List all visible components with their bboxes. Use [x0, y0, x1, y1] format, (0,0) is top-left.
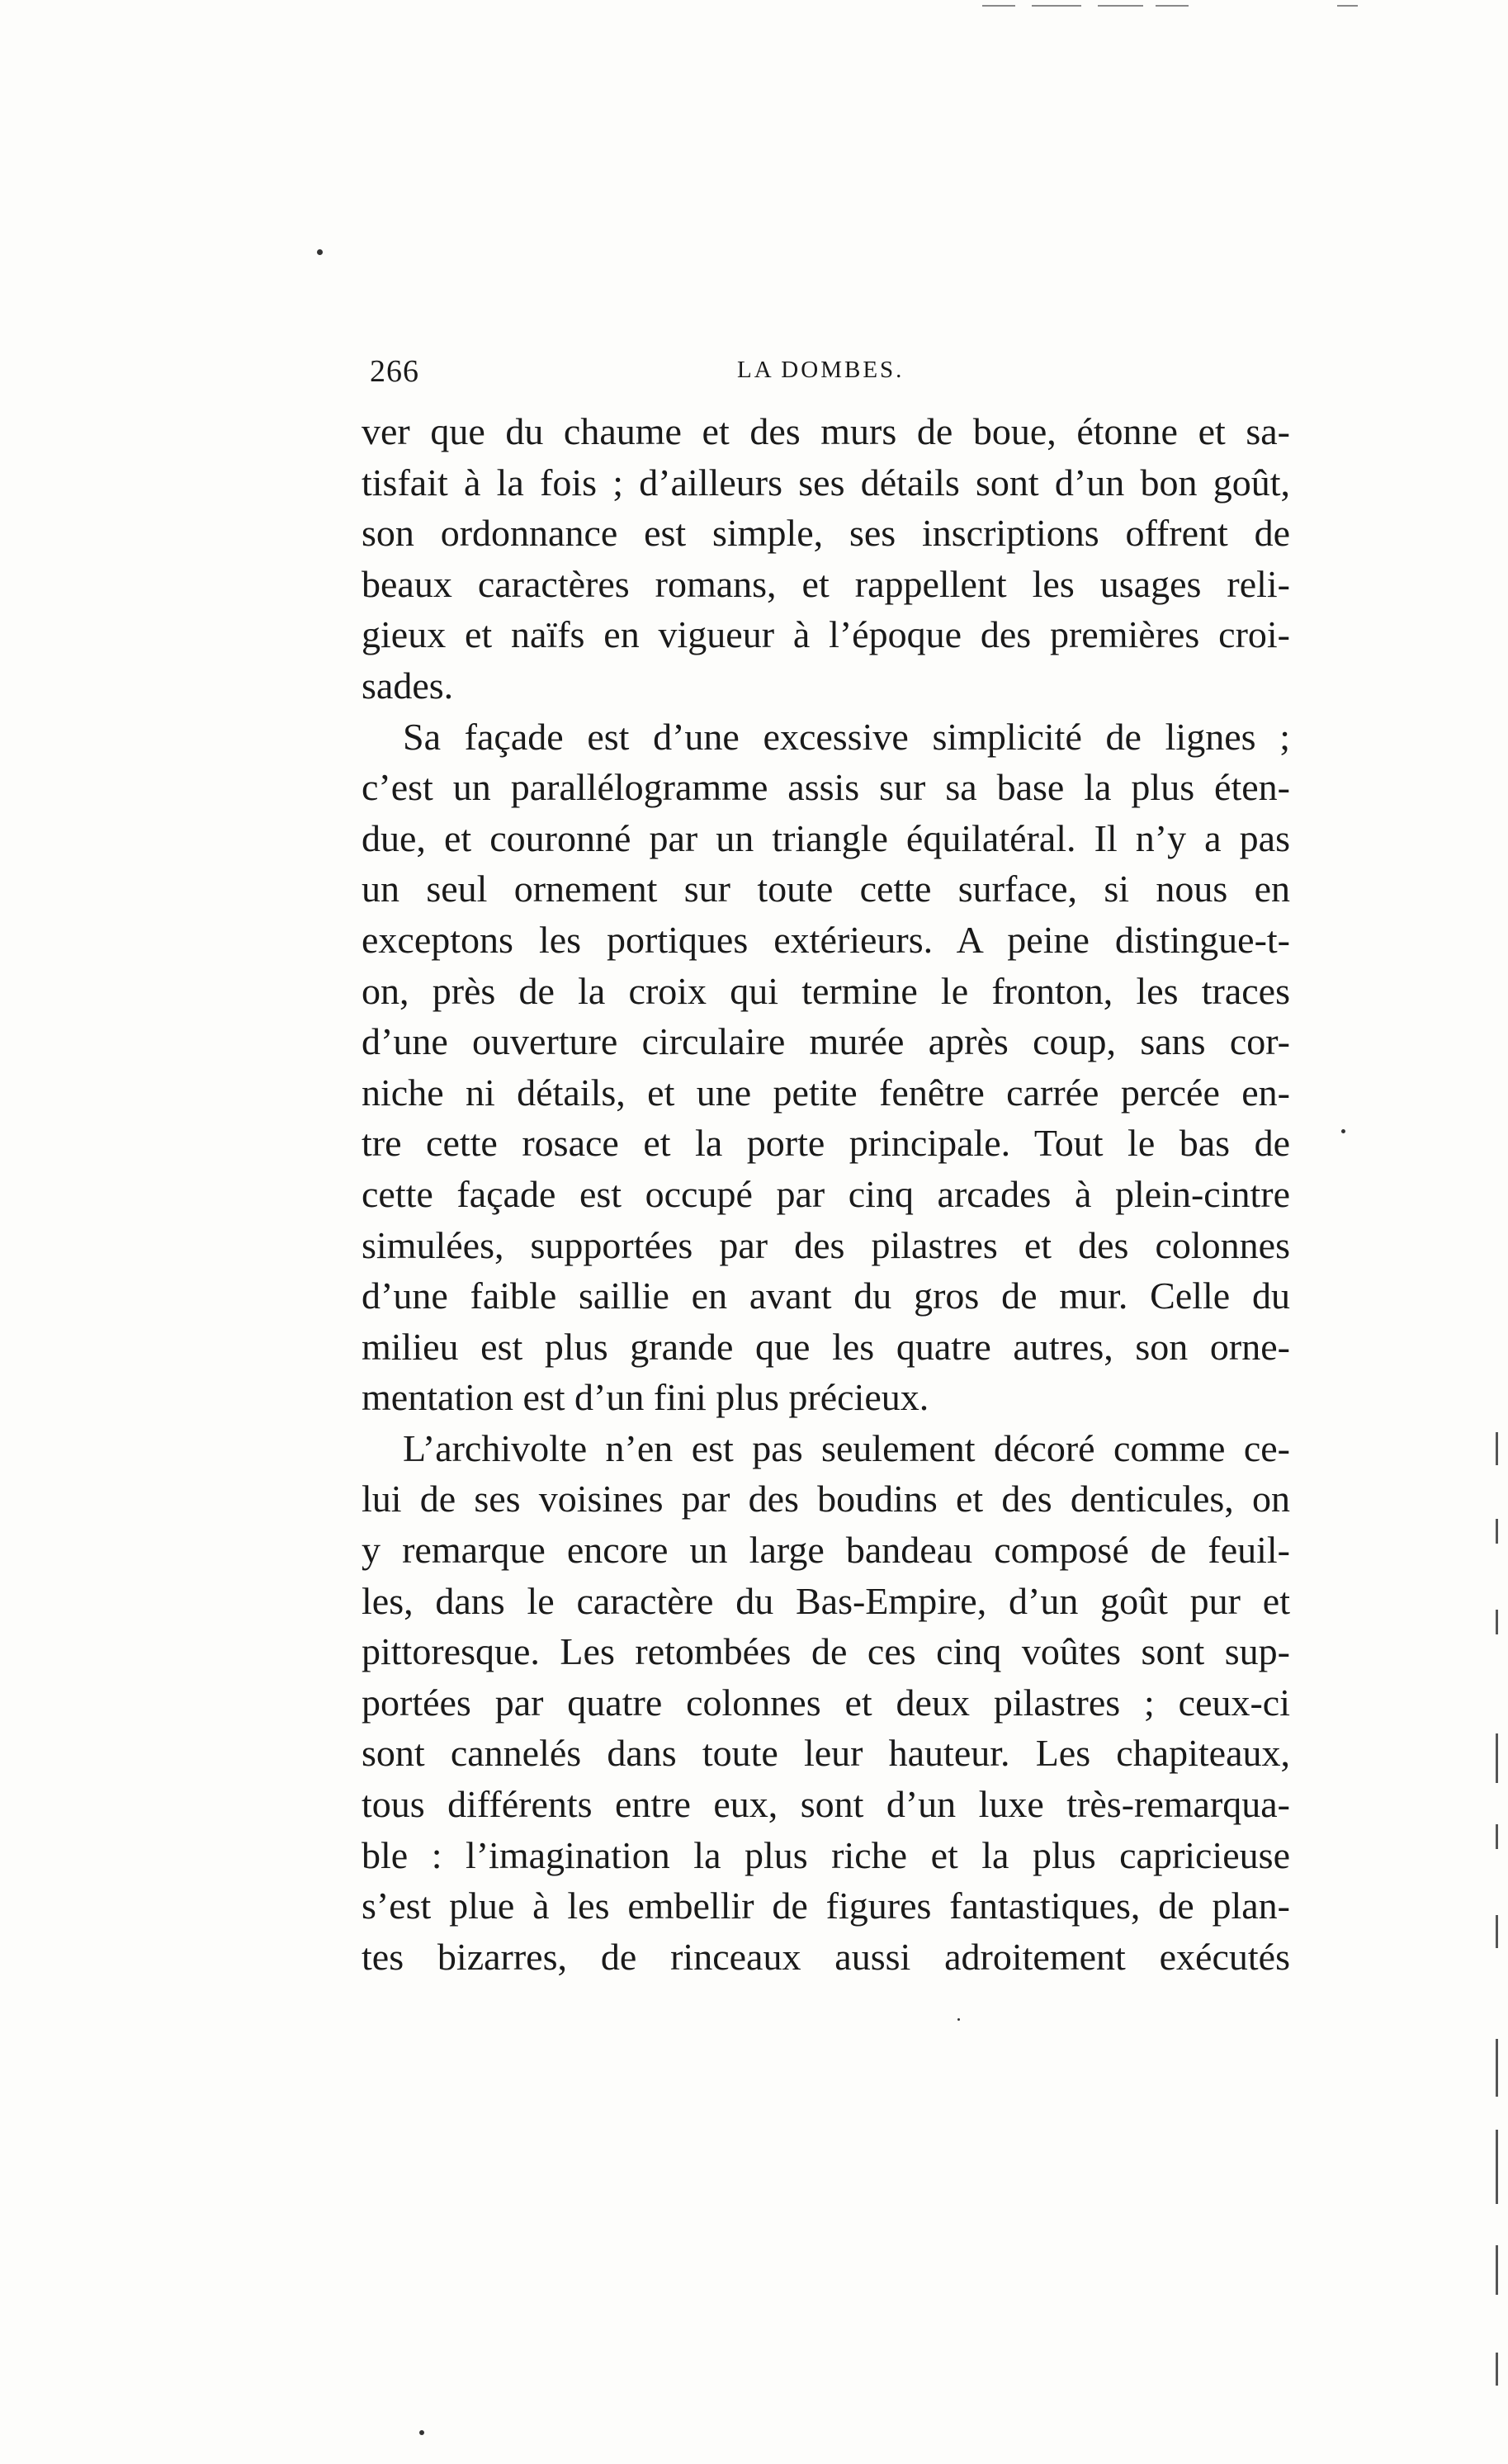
scan-speck [1341, 1129, 1345, 1133]
text-line: gieux et naïfs en vigueur à l’époque des premières croi- [362, 613, 1290, 656]
text-line: son ordonnance est simple, ses inscriptions offrent de [362, 512, 1290, 555]
scan-margin-mark [1496, 1733, 1498, 1783]
scan-margin-mark [1496, 1519, 1498, 1544]
paragraph [362, 1423, 1290, 1983]
running-title: LA DOMBES. [737, 357, 905, 383]
text-line: c’est un parallélogramme assis sur sa base la plus éten- [362, 766, 1290, 809]
text-line: tre cette rosace et la porte principale. Tout le bas de [362, 1122, 1290, 1165]
scan-edge-mark [1156, 5, 1189, 7]
text-line: simulées, supportées par des pilastres et des colonnes [362, 1223, 1290, 1266]
text-line: due, et couronné par un triangle équilatéral. Il n’y a pas [362, 816, 1290, 859]
scan-speck [419, 2430, 424, 2435]
text-line: les, dans le caractère du Bas-Empire, d’un goût pur et [362, 1579, 1290, 1622]
text-line: ble : l’imagination la plus riche et la plus capricieuse [362, 1833, 1290, 1876]
text-line: portées par quatre colonnes et deux pilastres ; ceux-ci [362, 1681, 1290, 1724]
paragraph [362, 406, 1290, 712]
text-line: lui de ses voisines par des boudins et des denticules, on [362, 1478, 1290, 1520]
text-line: d’une ouverture circulaire murée après coup, sans cor- [362, 1020, 1290, 1063]
text-line: s’est plue à les embellir de figures fantastiques, de plan- [362, 1885, 1290, 1927]
text-line: sades. [362, 664, 454, 707]
text-line: un seul ornement sur toute cette surface, si nous en [362, 868, 1290, 910]
scan-margin-mark [1496, 2245, 1498, 2295]
running-header [370, 353, 1286, 395]
scan-speck [317, 249, 323, 255]
text-line: ver que du chaume et des murs de boue, étonne et sa- [362, 410, 1290, 452]
text-line: tous différents entre eux, sont d’un luxe très-remarqua- [362, 1783, 1290, 1826]
scan-margin-mark [1496, 1432, 1498, 1465]
scan-edge-mark [1337, 5, 1358, 7]
scan-edge-mark [1032, 5, 1081, 7]
scan-margin-mark [1496, 1824, 1498, 1849]
scan-edge-mark [1098, 5, 1143, 7]
text-line: on, près de la croix qui termine le fronton, les traces [362, 969, 1290, 1012]
scan-margin-mark [1496, 2353, 1498, 2386]
text-line: exceptons les portiques extérieurs. A peine distingue-t- [362, 918, 1290, 961]
scan-margin-mark [1496, 1915, 1498, 1948]
text-line: d’une faible saillie en avant du gros de mur. Celle du [362, 1275, 1290, 1317]
scan-speck [957, 2018, 960, 2021]
page-number: 266 [370, 354, 419, 389]
scan-edge-mark [982, 5, 1015, 7]
text-line: L’archivolte n’en est pas seulement décoré comme ce- [403, 1426, 1290, 1469]
scan-margin-mark [1496, 1610, 1498, 1634]
scan-margin-mark [1496, 2039, 1498, 2097]
text-line: Sa façade est d’une excessive simplicité de lignes ; [403, 715, 1290, 758]
text-line: mentation est d’un fini plus précieux. [362, 1376, 929, 1419]
text-line: beaux caractères romans, et rappellent les usages reli- [362, 562, 1290, 605]
paragraph [362, 712, 1290, 1423]
text-line: niche ni détails, et une petite fenêtre carrée percée en- [362, 1071, 1290, 1114]
text-line: pittoresque. Les retombées de ces cinq voûtes sont sup- [362, 1630, 1290, 1673]
scan-margin-mark [1496, 2130, 1498, 2204]
text-line: sont cannelés dans toute leur hauteur. Les chapiteaux, [362, 1732, 1290, 1775]
text-line: tisfait à la fois ; d’ailleurs ses détails sont d’un bon goût, [362, 461, 1290, 504]
text-line: y remarque encore un large bandeau composé de feuil- [362, 1529, 1290, 1572]
body-text [362, 406, 1290, 1982]
text-line: cette façade est occupé par cinq arcades à plein-cintre [362, 1172, 1290, 1215]
text-line: milieu est plus grande que les quatre autres, son orne- [362, 1325, 1290, 1368]
text-line: tes bizarres, de rinceaux aussi adroitement exécutés [362, 1935, 1290, 1978]
